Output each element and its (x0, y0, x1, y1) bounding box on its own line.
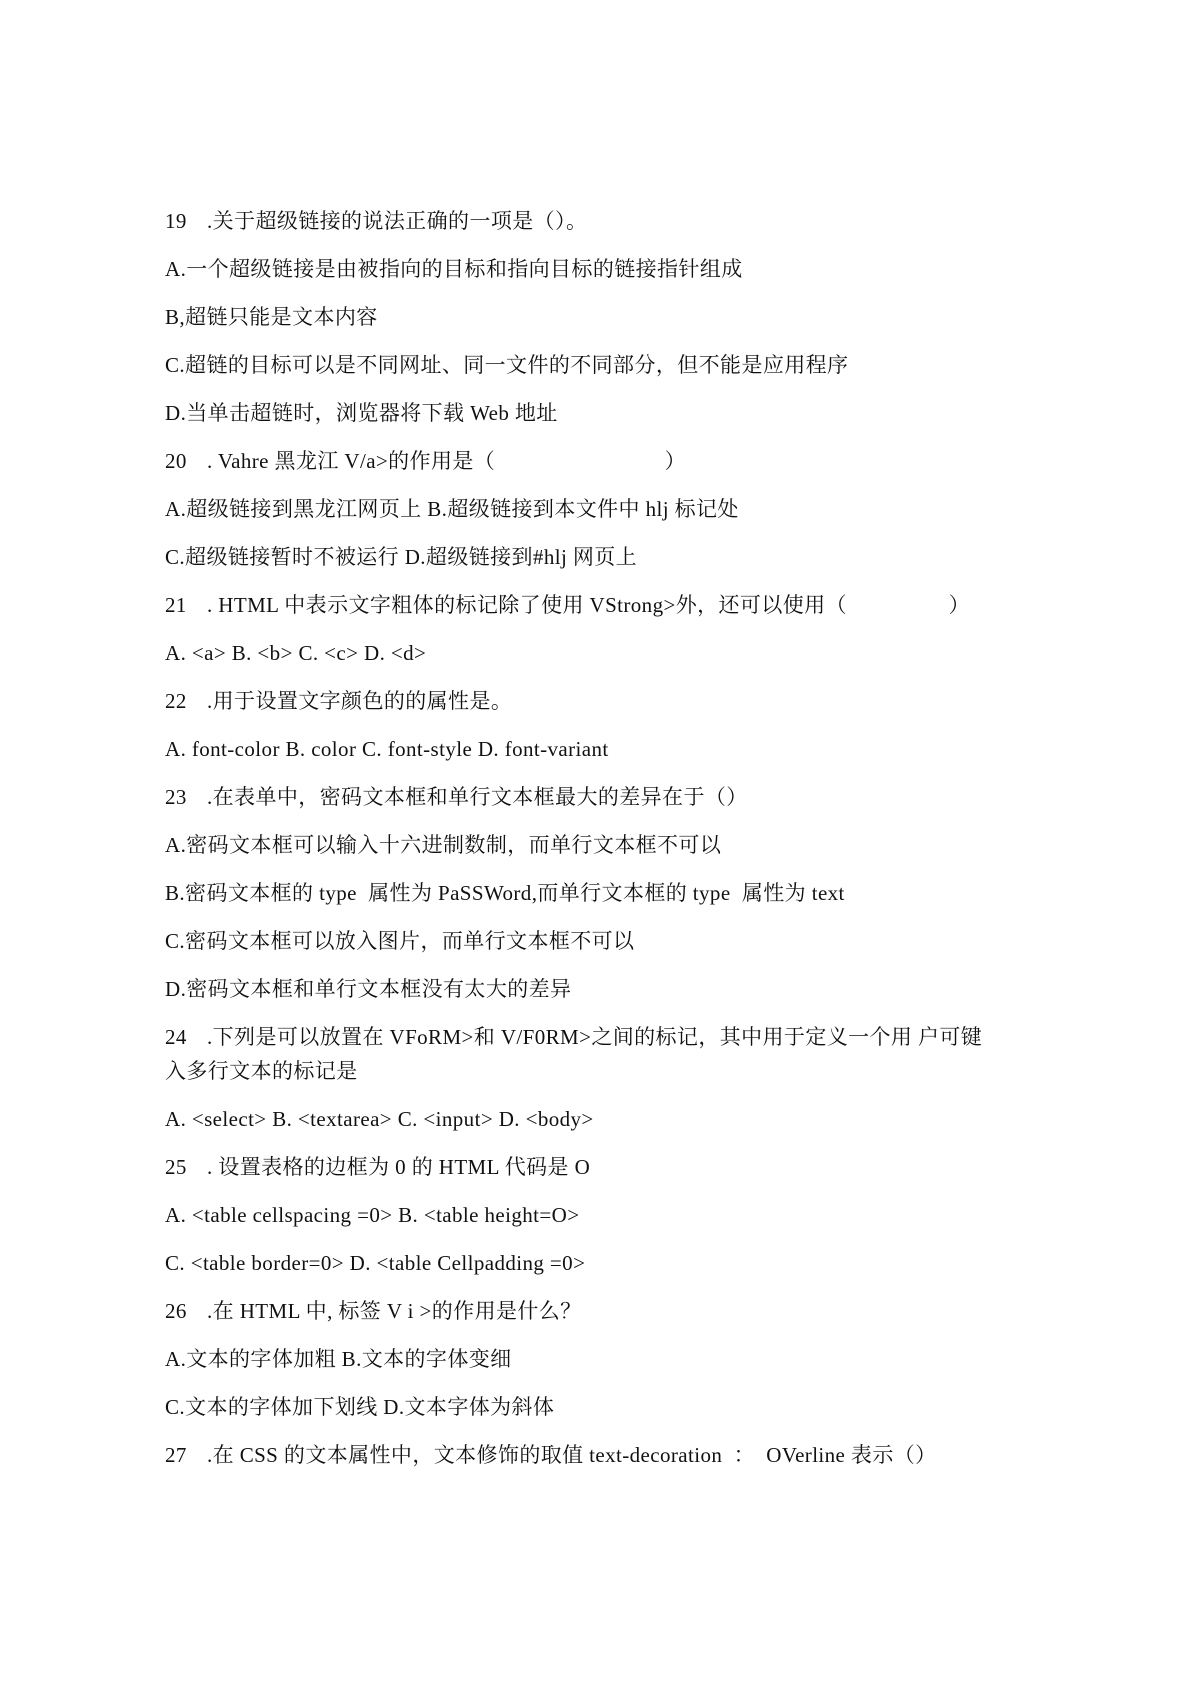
question-stem: . 设置表格的边框为 0 的 HTML 代码是 O (207, 1155, 591, 1179)
question-24-continuation: 入多行文本的标记是 (165, 1059, 358, 1083)
option-cd: C.文本的字体加下划线 D.文本字体为斜体 (165, 1395, 555, 1419)
option-d: D.密码文本框和单行文本框没有太大的差异 (165, 977, 572, 1001)
question-stem: .在表单中，密码文本框和单行文本框最大的差异在于（） (207, 785, 748, 809)
question-23 (165, 784, 1025, 810)
question-number: 19 (165, 209, 187, 233)
question-list (165, 208, 1025, 1468)
question-stem: .在 CSS 的文本属性中，文本修饰的取值 text-decoration ： OVerline 表示（） (207, 1443, 937, 1467)
option-b: B.密码文本框的 type 属性为 PaSSWord,而单行文本框的 type 属性为 text (165, 881, 845, 905)
question-number: 20 (165, 449, 187, 473)
question-stem: .用于设置文字颜色的的属性是。 (207, 689, 513, 713)
question-number: 22 (165, 689, 187, 713)
question-25 (165, 1154, 1025, 1180)
option-cd: C.超级链接暂时不被运行 D.超级链接到#hlj 网页上 (165, 545, 638, 569)
option-abcd: A. <a> B. <b> C. <c> D. <d> (165, 641, 427, 665)
question-27 (165, 1442, 1025, 1468)
question-24 (165, 1024, 1025, 1050)
option-abcd: A. font-color B. color C. font-style D. font-variant (165, 737, 609, 761)
option-c: C.密码文本框可以放入图片，而单行文本框不可以 (165, 929, 635, 953)
question-number: 23 (165, 785, 187, 809)
option-ab: A.文本的字体加粗 B.文本的字体变细 (165, 1347, 512, 1371)
option-a: A.密码文本框可以输入十六进制数制，而单行文本框不可以 (165, 833, 722, 857)
option-d: D.当单击超链时，浏览器将下载 Web 地址 (165, 401, 558, 425)
question-number: 21 (165, 593, 187, 617)
question-22 (165, 688, 1025, 714)
question-number: 27 (165, 1443, 187, 1467)
option-ab: A.超级链接到黑龙江网页上 B.超级链接到本文件中 hlj 标记处 (165, 497, 739, 521)
option-c: C.超链的目标可以是不同网址、同一文件的不同部分，但不能是应用程序 (165, 353, 849, 377)
question-stem: .在 HTML 中, 标签 V i >的作用是什么？ (207, 1299, 582, 1323)
question-number: 26 (165, 1299, 187, 1323)
option-b: B,超链只能是文本内容 (165, 305, 378, 329)
question-number: 25 (165, 1155, 187, 1179)
question-stem: . HTML 中表示文字粗体的标记除了使用 VStrong>外，还可以使用（ ） (207, 593, 971, 617)
question-stem: .关于超级链接的说法正确的一项是（）。 (207, 209, 588, 233)
question-stem: .下列是可以放置在 VFoRM>和 V/F0RM>之间的标记，其中用于定义一个用 户可键 (207, 1025, 983, 1049)
question-20 (165, 448, 1025, 474)
option-ab: A. <table cellspacing =0> B. <table height=O> (165, 1203, 580, 1227)
question-stem: . Vahre 黑龙江 V/a>的作用是（ ） (207, 449, 687, 473)
option-cd: C. <table border=0> D. <table Cellpadding =0> (165, 1251, 586, 1275)
option-a: A.一个超级链接是由被指向的目标和指向目标的链接指针组成 (165, 257, 743, 281)
question-21 (165, 592, 1025, 618)
question-26 (165, 1298, 1025, 1324)
question-19 (165, 208, 1025, 234)
question-number: 24 (165, 1025, 187, 1049)
option-abcd: A. <select> B. <textarea> C. <input> D. <body> (165, 1107, 594, 1131)
